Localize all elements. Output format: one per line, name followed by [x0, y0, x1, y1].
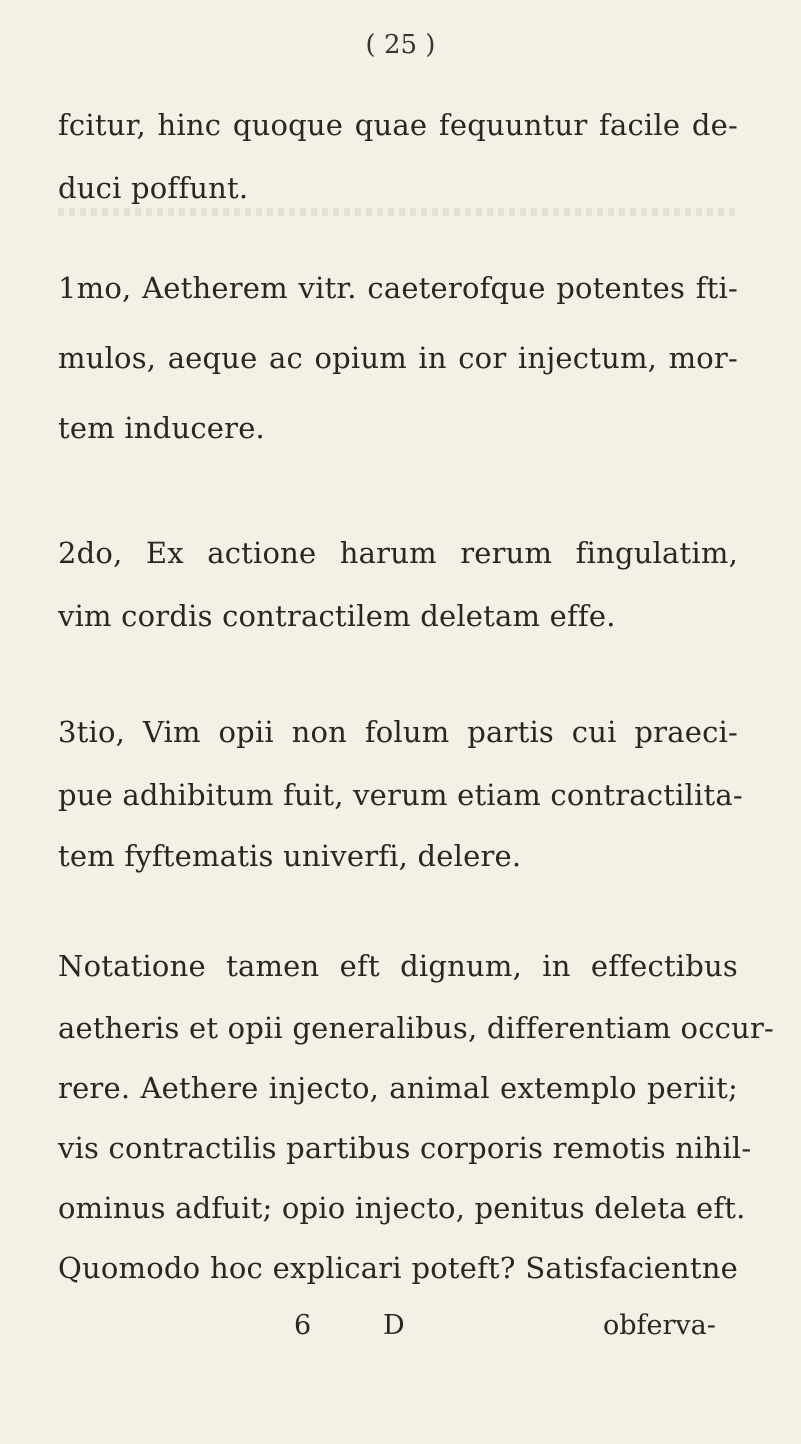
text-line: 2do, Ex actione harum rerum fingulatim, — [58, 536, 738, 570]
page-number: ( 25 ) — [365, 30, 436, 60]
signature-mark: 6 — [294, 1310, 312, 1341]
text-line: 1mo, Aetherem vitr. caeterofque potentes fti- — [58, 271, 738, 305]
text-line: Notatione tamen eft dignum, in effectibus — [58, 949, 738, 983]
bleed-through — [58, 208, 738, 216]
text-line: fcitur, hinc quoque quae fequuntur facile de- — [58, 108, 738, 142]
text-line: vim cordis contractilem deletam effe. — [58, 599, 616, 633]
catchword: obferva- — [603, 1310, 716, 1341]
text-line: aetheris et opii generalibus, differentiam occur- — [58, 1011, 775, 1045]
text-line: vis contractilis partibus corporis remotis nihil- — [58, 1131, 752, 1165]
page-footer — [58, 1310, 738, 1350]
text-line: tem inducere. — [58, 411, 265, 445]
text-line: tem fyftematis univerfi, delere. — [58, 839, 522, 873]
signature-letter: D — [383, 1310, 405, 1341]
text-line: Quomodo hoc explicari poteft? Satisfacientne — [58, 1251, 738, 1285]
text-line: ominus adfuit; opio injecto, penitus deleta eft. — [58, 1191, 746, 1225]
text-line: duci poffunt. — [58, 171, 249, 205]
text-line: 3tio, Vim opii non folum partis cui praeci- — [58, 715, 738, 749]
text-line: mulos, aeque ac opium in cor injectum, mor- — [58, 341, 738, 375]
text-line: rere. Aethere injecto, animal extemplo periit; — [58, 1071, 738, 1105]
text-line: pue adhibitum fuit, verum etiam contractilita- — [58, 778, 743, 812]
